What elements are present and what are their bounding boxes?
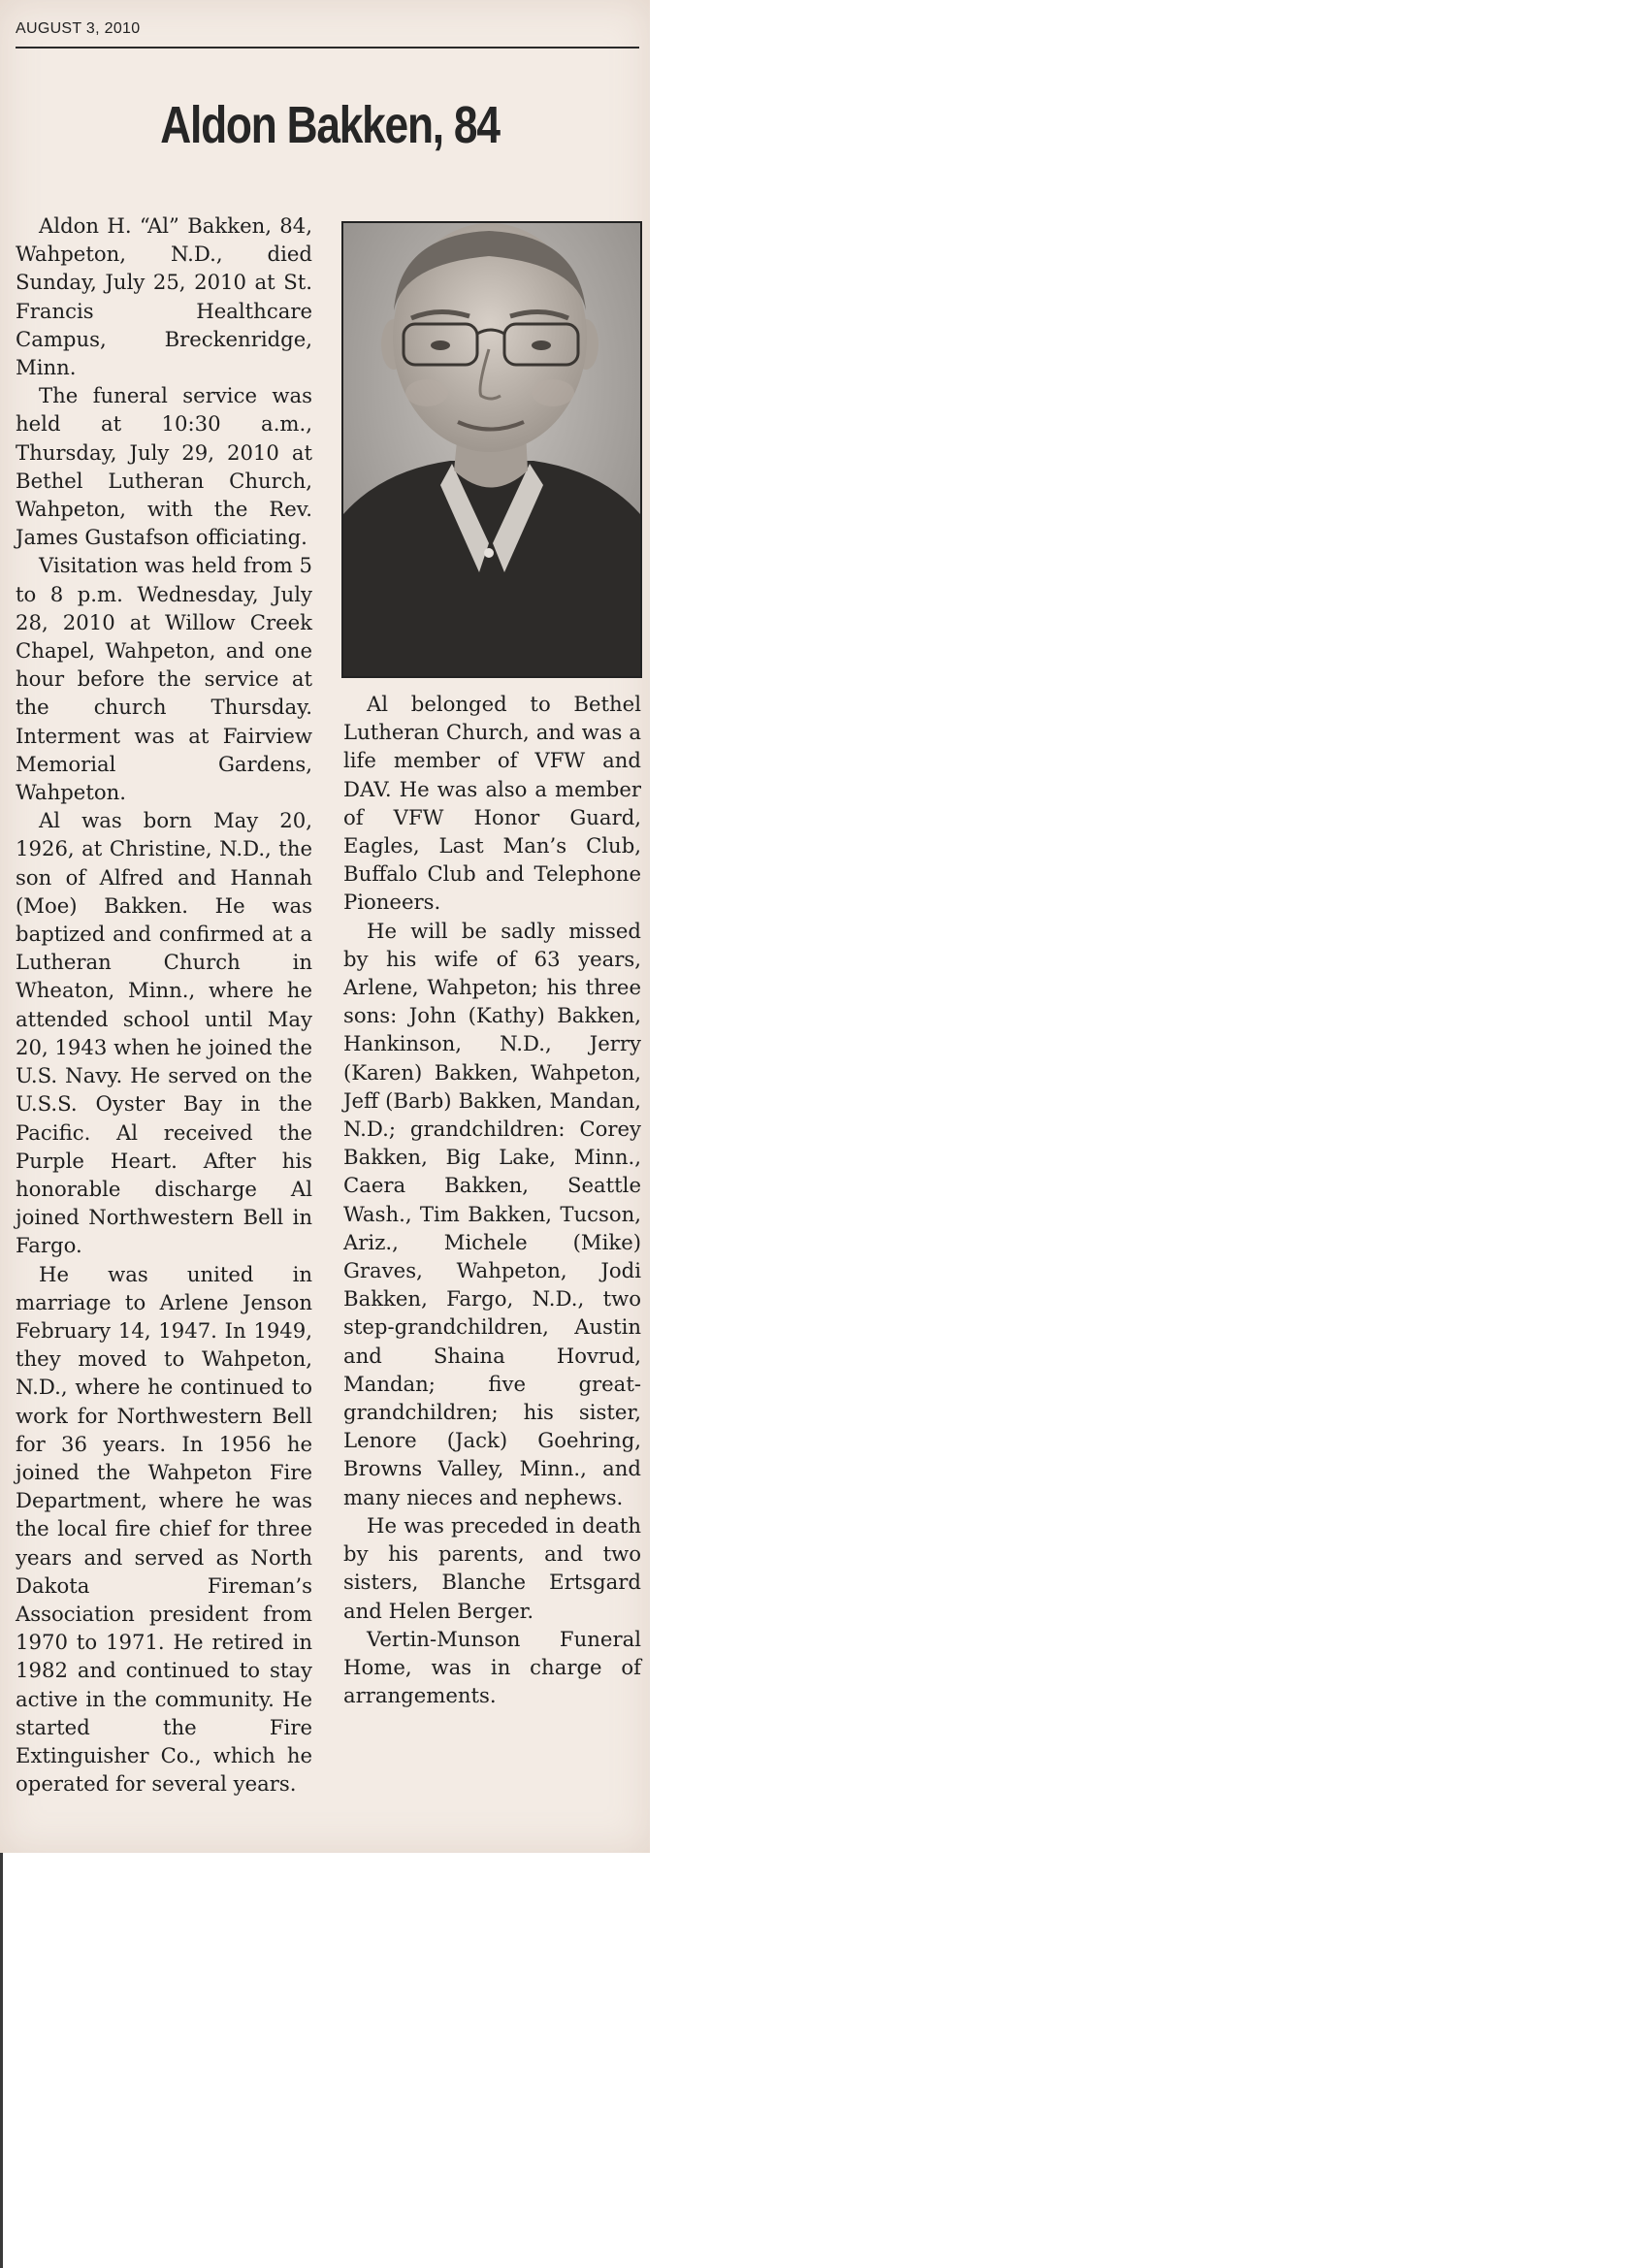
- portrait-photo: [341, 221, 642, 678]
- header-rule: [16, 47, 639, 49]
- paragraph: The funeral service was held at 10:30 a.m., Thursday, July 29, 2010 at Bethel Lutheran Church, Wahpeton, with the Rev. James Gustafson officiating.: [16, 383, 312, 550]
- article-column-right: [343, 690, 641, 1709]
- paragraph: Vertin-Munson Funeral Home, was in charge of arrangements.: [343, 1626, 641, 1708]
- headline: Aldon Bakken, 84: [160, 96, 500, 154]
- dateline: AUGUST 3, 2010: [16, 20, 141, 37]
- shirt-button: [484, 548, 494, 558]
- paragraph: He will be sadly missed by his wife of 63 years, Arlene, Wahpeton; his three sons: John (Kathy) Bakken, Hankinson, N.D., Jerry (Karen) Bakken, Wahpeton, Jeff (Barb) Bakken, Mandan, N.D.; grandchildren: Corey Bakken, Big Lake, Minn., Caera Bakken, Seattle Wash., Tim Bakken, Tucson, Ariz., Michele (Mike) Graves, Wahpeton, Jodi Bakken, Fargo, N.D., two step-grandchildren, Austin and Shaina Hovrud, Mandan; five great-grandchildren; his sister, Lenore (Jack) Goehring, Browns Valley, Minn., and many nieces and nephews.: [343, 918, 641, 1509]
- paragraph: Visitation was held from 5 to 8 p.m. Wednesday, July 28, 2010 at Willow Creek Chapel, Wahpeton, and one hour before the service at the church Thursday. Interment was at Fairview Memorial Gardens, Wahpeton.: [16, 553, 312, 805]
- portrait-illustration: [343, 223, 640, 676]
- eye-right: [532, 340, 551, 350]
- cheek-left: [405, 379, 448, 406]
- article-column-left: [16, 211, 312, 1798]
- newspaper-clipping: [0, 0, 650, 1853]
- paragraph: He was preceded in death by his parents, and two sisters, Blanche Ertsgard and Helen Berger.: [343, 1512, 641, 1623]
- paragraph: Aldon H. “Al” Bakken, 84, Wahpeton, N.D., died Sunday, July 25, 2010 at St. Francis Healthcare Campus, Breckenridge, Minn.: [16, 213, 312, 380]
- paragraph: He was united in marriage to Arlene Jenson February 14, 1947. In 1949, they moved to Wahpeton, N.D., where he continued to work for Northwestern Bell for 36 years. In 1956 he joined the Wahpeton Fire Department, where he was the local fire chief for three years and served as North Dakota Fireman’s Association president from 1970 to 1971. He retired in 1982 and continued to stay active in the community. He started the Fire Extinguisher Co., which he operated for several years.: [16, 1261, 312, 1797]
- eye-left: [431, 340, 450, 350]
- scan-edge: [0, 1853, 3, 2268]
- paragraph: Al belonged to Bethel Lutheran Church, and was a life member of VFW and DAV. He was also a member of VFW Honor Guard, Eagles, Last Man’s Club, Buffalo Club and Telephone Pioneers.: [343, 692, 641, 915]
- cheek-right: [532, 379, 574, 406]
- paragraph: Al was born May 20, 1926, at Christine, N.D., the son of Alfred and Hannah (Moe) Bakken. He was baptized and confirmed at a Lutheran Church in Wheaton, Minn., where he attended school until May 20, 1943 when he joined the U.S. Navy. He served on the U.S.S. Oyster Bay in the Pacific. Al received the Purple Heart. After his honorable discharge Al joined Northwestern Bell in Fargo.: [16, 808, 312, 1258]
- shirt: [343, 461, 640, 676]
